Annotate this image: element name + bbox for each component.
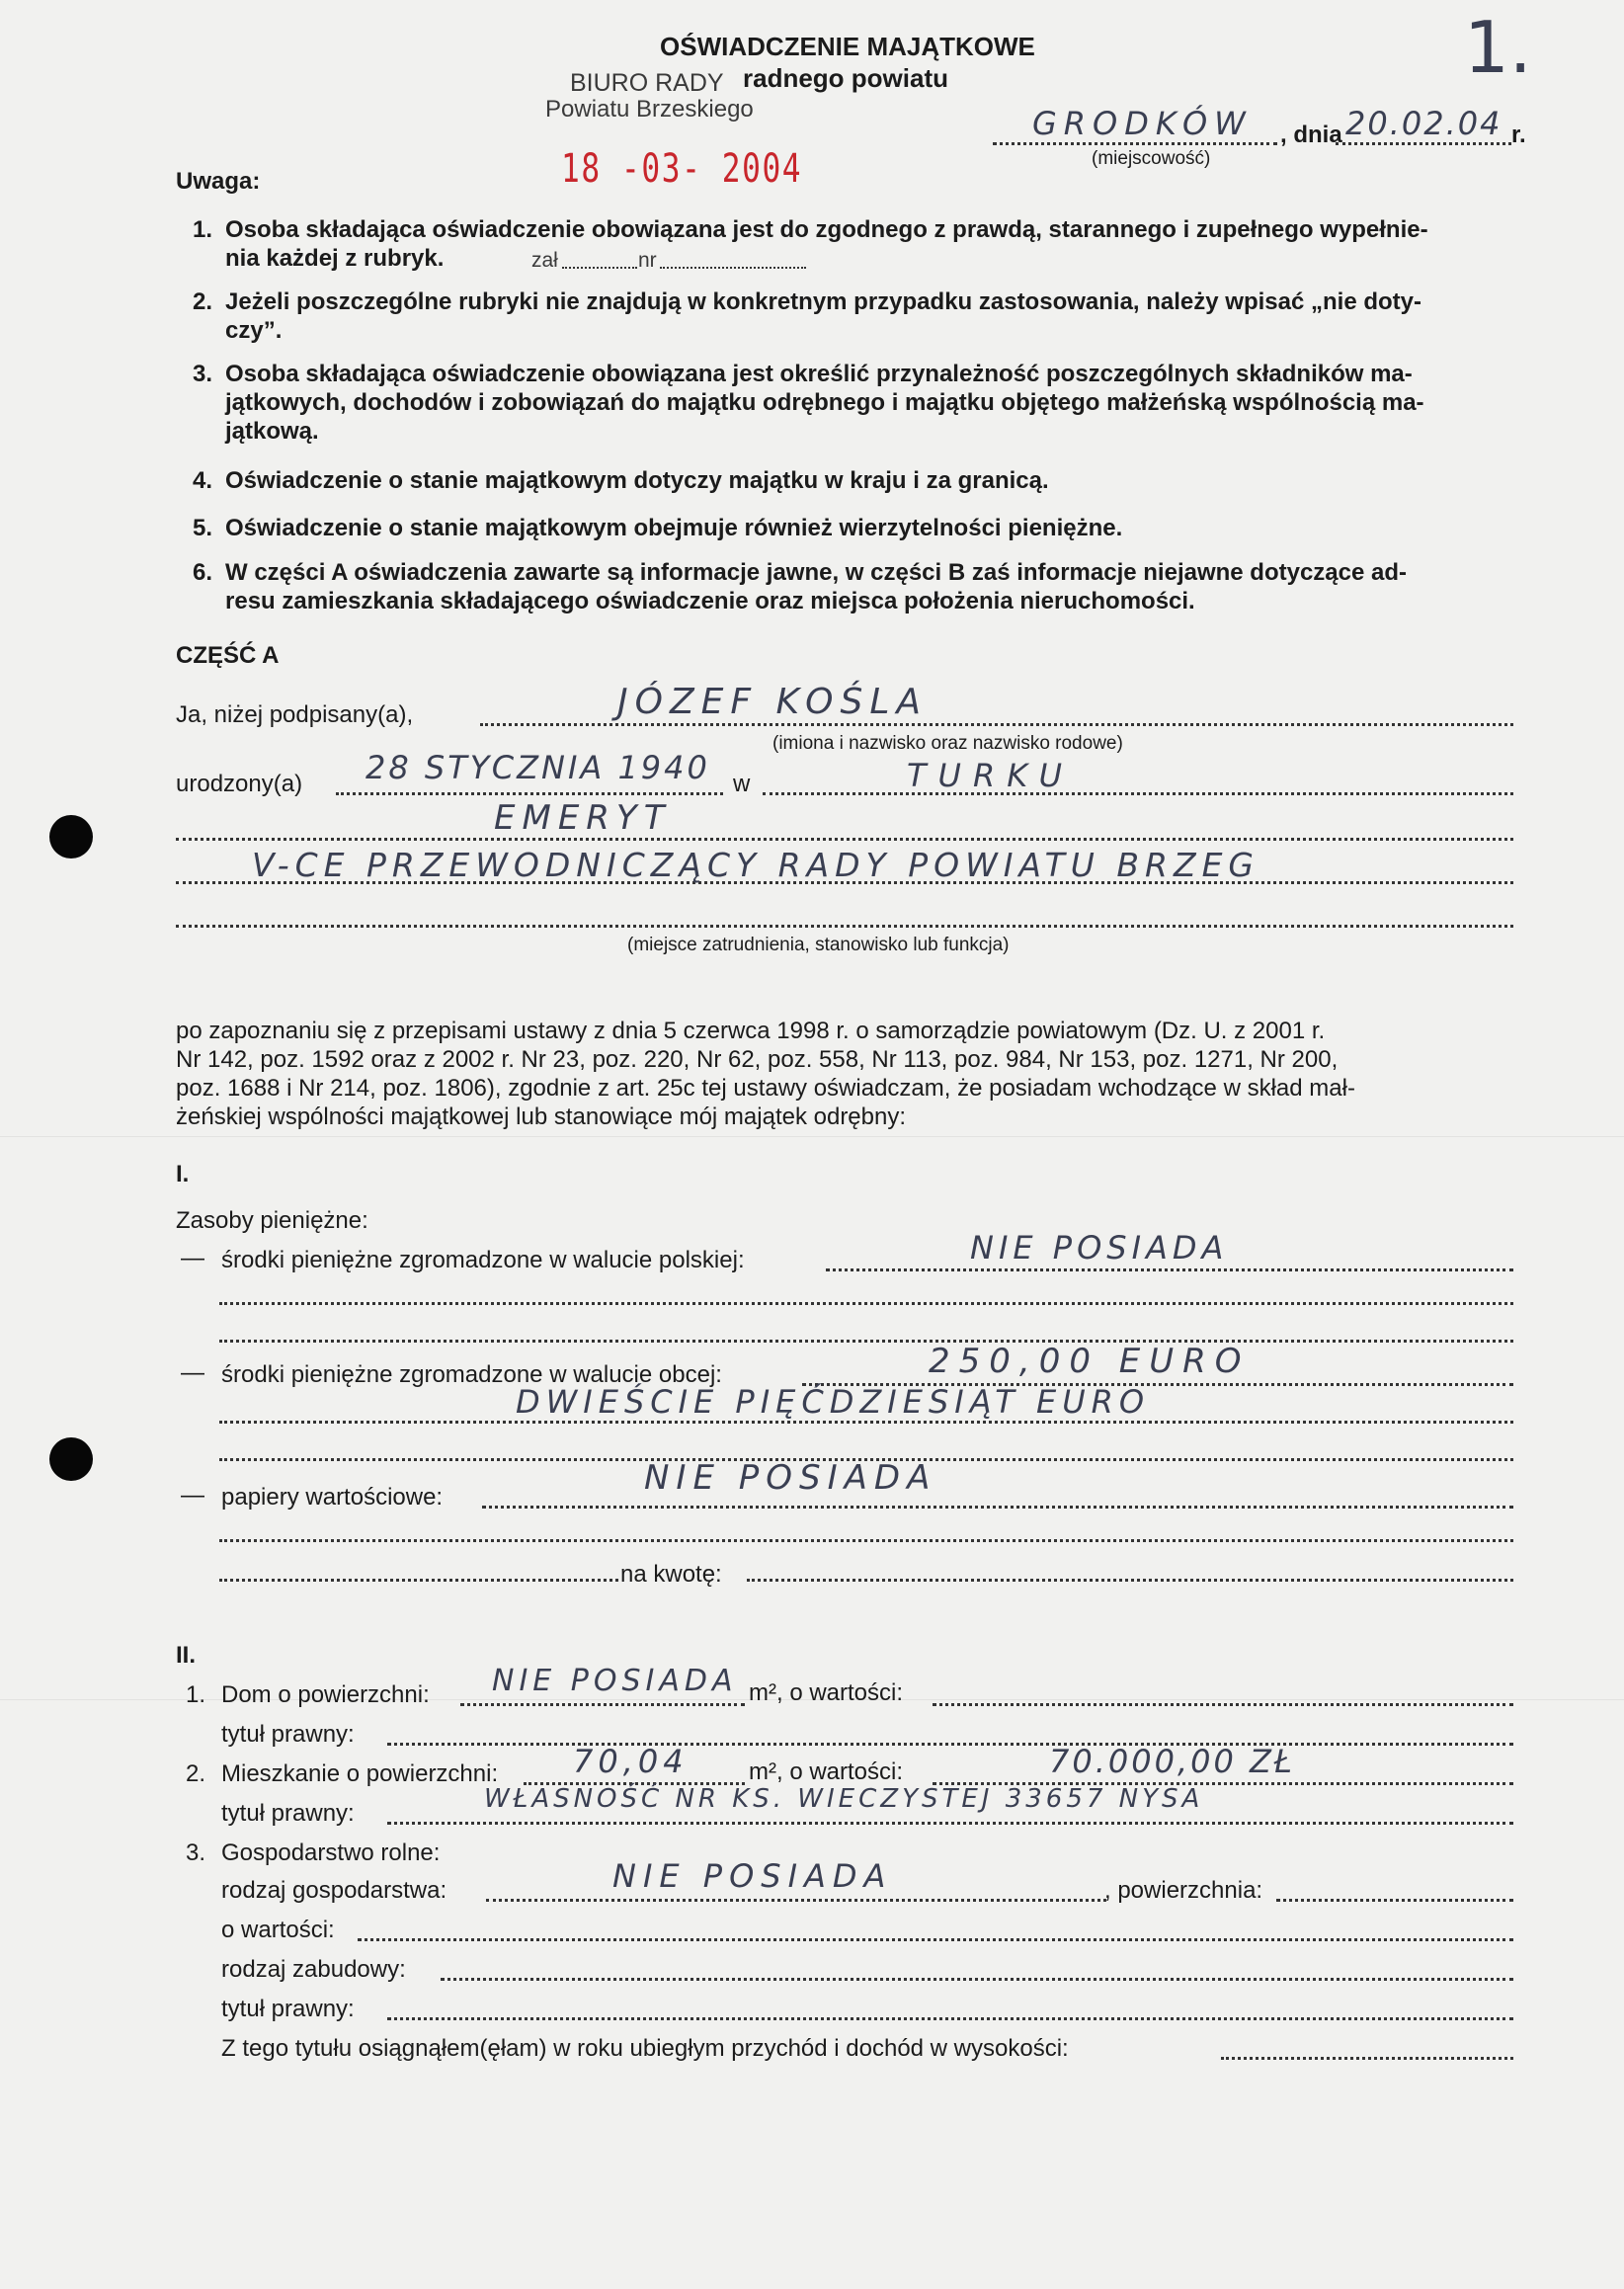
section-1-heading: Zasoby pieniężne:: [176, 1207, 368, 1234]
part-a-heading: CZĘŚĆ A: [176, 642, 280, 669]
place-field-line: [993, 142, 1277, 145]
house-area-value: NIE POSIADA: [492, 1664, 738, 1698]
foreign-words-line: [219, 1421, 1513, 1424]
name-field-line: [480, 723, 1513, 726]
place-value: GRODKÓW: [1032, 105, 1253, 142]
note-3-text-cont: jątkowych, dochodów i zobowiązań do majątku odrębnego i majątku objętego małżeńską wspólnością ma-: [225, 389, 1424, 416]
stamp-number-line: [660, 267, 806, 269]
amount-field-line: [747, 1579, 1513, 1582]
flat-value-value: 70.000,00 ZŁ: [1049, 1743, 1295, 1780]
foreign-words-value: DWIEŚCIE PIĘĆDZIESIĄT EURO: [516, 1383, 1151, 1421]
statute-line-3: poz. 1688 i Nr 214, poz. 1806), zgodnie z art. 25c tej ustawy oświadczam, że posiadam wchodzące w skład mał-: [176, 1075, 1355, 1102]
note-4-number: 4.: [193, 467, 213, 494]
date-year-suffix: r.: [1511, 122, 1526, 148]
note-6-text-cont: resu zamieszkania składającego oświadczenie oraz miejsca położenia nieruchomości.: [225, 588, 1195, 614]
farm-title-label: tytuł prawny:: [221, 1996, 355, 2022]
job-value-2: V-CE PRZEWODNICZĄCY RADY POWIATU BRZEG: [252, 846, 1259, 884]
securities-dash: —: [181, 1482, 204, 1509]
farm-value-line: [358, 1938, 1513, 1941]
note-1-text: Osoba składająca oświadczenie obowiązana jest do zgodnego z prawdą, starannego i zupełnego wypełnie-: [225, 216, 1428, 243]
securities-amount-pre-line: [219, 1579, 618, 1582]
pln-extra-line-1: [219, 1302, 1513, 1305]
job-line-1: [176, 838, 1513, 841]
note-6-number: 6.: [193, 559, 213, 586]
foreign-dash: —: [181, 1359, 204, 1386]
farm-area-label: , powierzchnia:: [1104, 1877, 1263, 1904]
note-4-text: Oświadczenie o stanie majątkowym dotyczy majątku w kraju i za granicą.: [225, 467, 1049, 494]
securities-extra-line: [219, 1539, 1513, 1542]
foreign-label: środki pieniężne zgromadzone w walucie obcej:: [221, 1361, 722, 1388]
note-2-text-cont: czy”.: [225, 317, 283, 344]
house-label: Dom o powierzchni:: [221, 1681, 430, 1708]
punch-hole: [49, 815, 93, 858]
foreign-value: 250,00 EURO: [929, 1342, 1251, 1381]
statute-line-4: żeńskiej wspólności majątkowej lub stanowiące mój majątek odrębny:: [176, 1104, 907, 1130]
house-title-line: [387, 1743, 1513, 1746]
job-value-1: EMERYT: [494, 798, 672, 838]
note-1-text-cont: nia każdej z rubryk.: [225, 245, 445, 272]
note-1-number: 1.: [193, 216, 213, 243]
date-field-line: [1336, 142, 1511, 145]
fold-line: [0, 1136, 1624, 1137]
farm-buildings-line: [441, 1978, 1513, 1981]
flat-area-value: 70,04: [573, 1743, 689, 1780]
farm-type-line: [486, 1899, 1106, 1902]
farm-income-line: [1221, 2057, 1513, 2060]
farm-label: Gospodarstwo rolne:: [221, 1839, 441, 1866]
section-2-number: II.: [176, 1642, 197, 1669]
sheet-number: 1.: [1464, 6, 1532, 89]
stamp-attachment-label: zał: [531, 249, 558, 272]
amount-label: na kwotę:: [620, 1561, 722, 1588]
stamp-number-label: nr: [638, 249, 657, 272]
house-number: 1.: [186, 1681, 206, 1708]
job-caption: (miejsce zatrudnienia, stanowisko lub funkcja): [627, 935, 1010, 955]
farm-value-label: o wartości:: [221, 1917, 335, 1943]
farm-area-line: [1276, 1899, 1513, 1902]
farm-number: 3.: [186, 1839, 206, 1866]
note-3-text: Osoba składająca oświadczenie obowiązana jest określić przynależność poszczególnych składników ma-: [225, 361, 1413, 387]
stamp-attachment-line: [562, 267, 637, 269]
statute-line-2: Nr 142, poz. 1592 oraz z 2002 r. Nr 23, poz. 220, Nr 62, poz. 558, Nr 113, poz. 984, Nr 153, poz. 1271, Nr 200,: [176, 1046, 1339, 1073]
job-line-3: [176, 925, 1513, 928]
born-place-value: TURKU: [907, 757, 1075, 794]
note-2-text: Jeżeli poszczególne rubryki nie znajdują w konkretnym przypadku zastosowania, należy wpisać „nie doty-: [225, 288, 1421, 315]
note-6-text: W części A oświadczenia zawarte są informacje jawne, w części B zaś informacje niejawne dotyczące ad-: [225, 559, 1408, 586]
house-area-line: [460, 1703, 745, 1706]
statute-line-1: po zapoznaniu się z przepisami ustawy z dnia 5 czerwca 1998 r. o samorządzie powiatowym (Dz. U. z 2001 r.: [176, 1018, 1326, 1044]
house-value-label: m², o wartości:: [749, 1679, 904, 1706]
note-3-number: 3.: [193, 361, 213, 387]
born-date-line: [336, 792, 723, 795]
securities-field-line: [482, 1506, 1513, 1509]
name-value: JÓZEF KOŚLA: [617, 682, 929, 722]
flat-title-value: WŁASNOŚĆ NR KS. WIECZYSTEJ 33657 NYSA: [484, 1784, 1204, 1814]
stamp-office: BIURO RADY: [570, 69, 724, 97]
stamp-county: Powiatu Brzeskiego: [545, 96, 754, 123]
received-stamp-date: 18 -03- 2004: [561, 146, 803, 192]
punch-hole: [49, 1437, 93, 1481]
farm-title-line: [387, 2017, 1513, 2020]
note-2-number: 2.: [193, 288, 213, 315]
flat-label: Mieszkanie o powierzchni:: [221, 1760, 499, 1787]
date-label: , dnia: [1280, 122, 1342, 148]
note-5-text: Oświadczenie o stanie majątkowym obejmuje również wierzytelności pieniężne.: [225, 515, 1123, 541]
pln-dash: —: [181, 1245, 204, 1271]
pln-extra-line-2: [219, 1340, 1513, 1343]
place-caption: (miejscowość): [1092, 148, 1211, 169]
born-in-label: w: [733, 771, 751, 797]
born-place-line: [763, 792, 1513, 795]
securities-label: papiery wartościowe:: [221, 1484, 444, 1511]
name-caption: (imiona i nazwisko oraz nazwisko rodowe): [772, 733, 1123, 754]
pln-field-line: [826, 1268, 1513, 1271]
flat-number: 2.: [186, 1760, 206, 1787]
name-label: Ja, niżej podpisany(a),: [176, 701, 414, 728]
flat-value-label: m², o wartości:: [749, 1758, 904, 1785]
date-value: 20.02.04: [1345, 105, 1502, 142]
pln-value: NIE POSIADA: [970, 1229, 1229, 1267]
born-date-value: 28 STYCZNIA 1940: [365, 749, 710, 786]
farm-income-label: Z tego tytułu osiągnąłem(ęłam) w roku ubiegłym przychód i dochód w wysokości:: [221, 2035, 1069, 2062]
securities-value: NIE POSIADA: [644, 1458, 937, 1498]
note-5-number: 5.: [193, 515, 213, 541]
pln-label: środki pieniężne zgromadzone w walucie polskiej:: [221, 1247, 745, 1273]
section-1-number: I.: [176, 1161, 190, 1187]
notes-heading: Uwaga:: [176, 168, 261, 195]
born-label: urodzony(a): [176, 771, 303, 797]
farm-type-value: NIE POSIADA: [612, 1857, 893, 1895]
farm-type-label: rodzaj gospodarstwa:: [221, 1877, 447, 1904]
page-title: OŚWIADCZENIE MAJĄTKOWE: [660, 32, 1035, 61]
farm-buildings-label: rodzaj zabudowy:: [221, 1956, 406, 1983]
flat-title-line: [387, 1822, 1513, 1825]
house-value-line: [933, 1703, 1513, 1706]
page-subtitle: radnego powiatu: [743, 63, 948, 93]
note-3-text-cont2: jątkową.: [225, 418, 319, 445]
house-title-label: tytuł prawny:: [221, 1721, 355, 1748]
flat-title-label: tytuł prawny:: [221, 1800, 355, 1827]
